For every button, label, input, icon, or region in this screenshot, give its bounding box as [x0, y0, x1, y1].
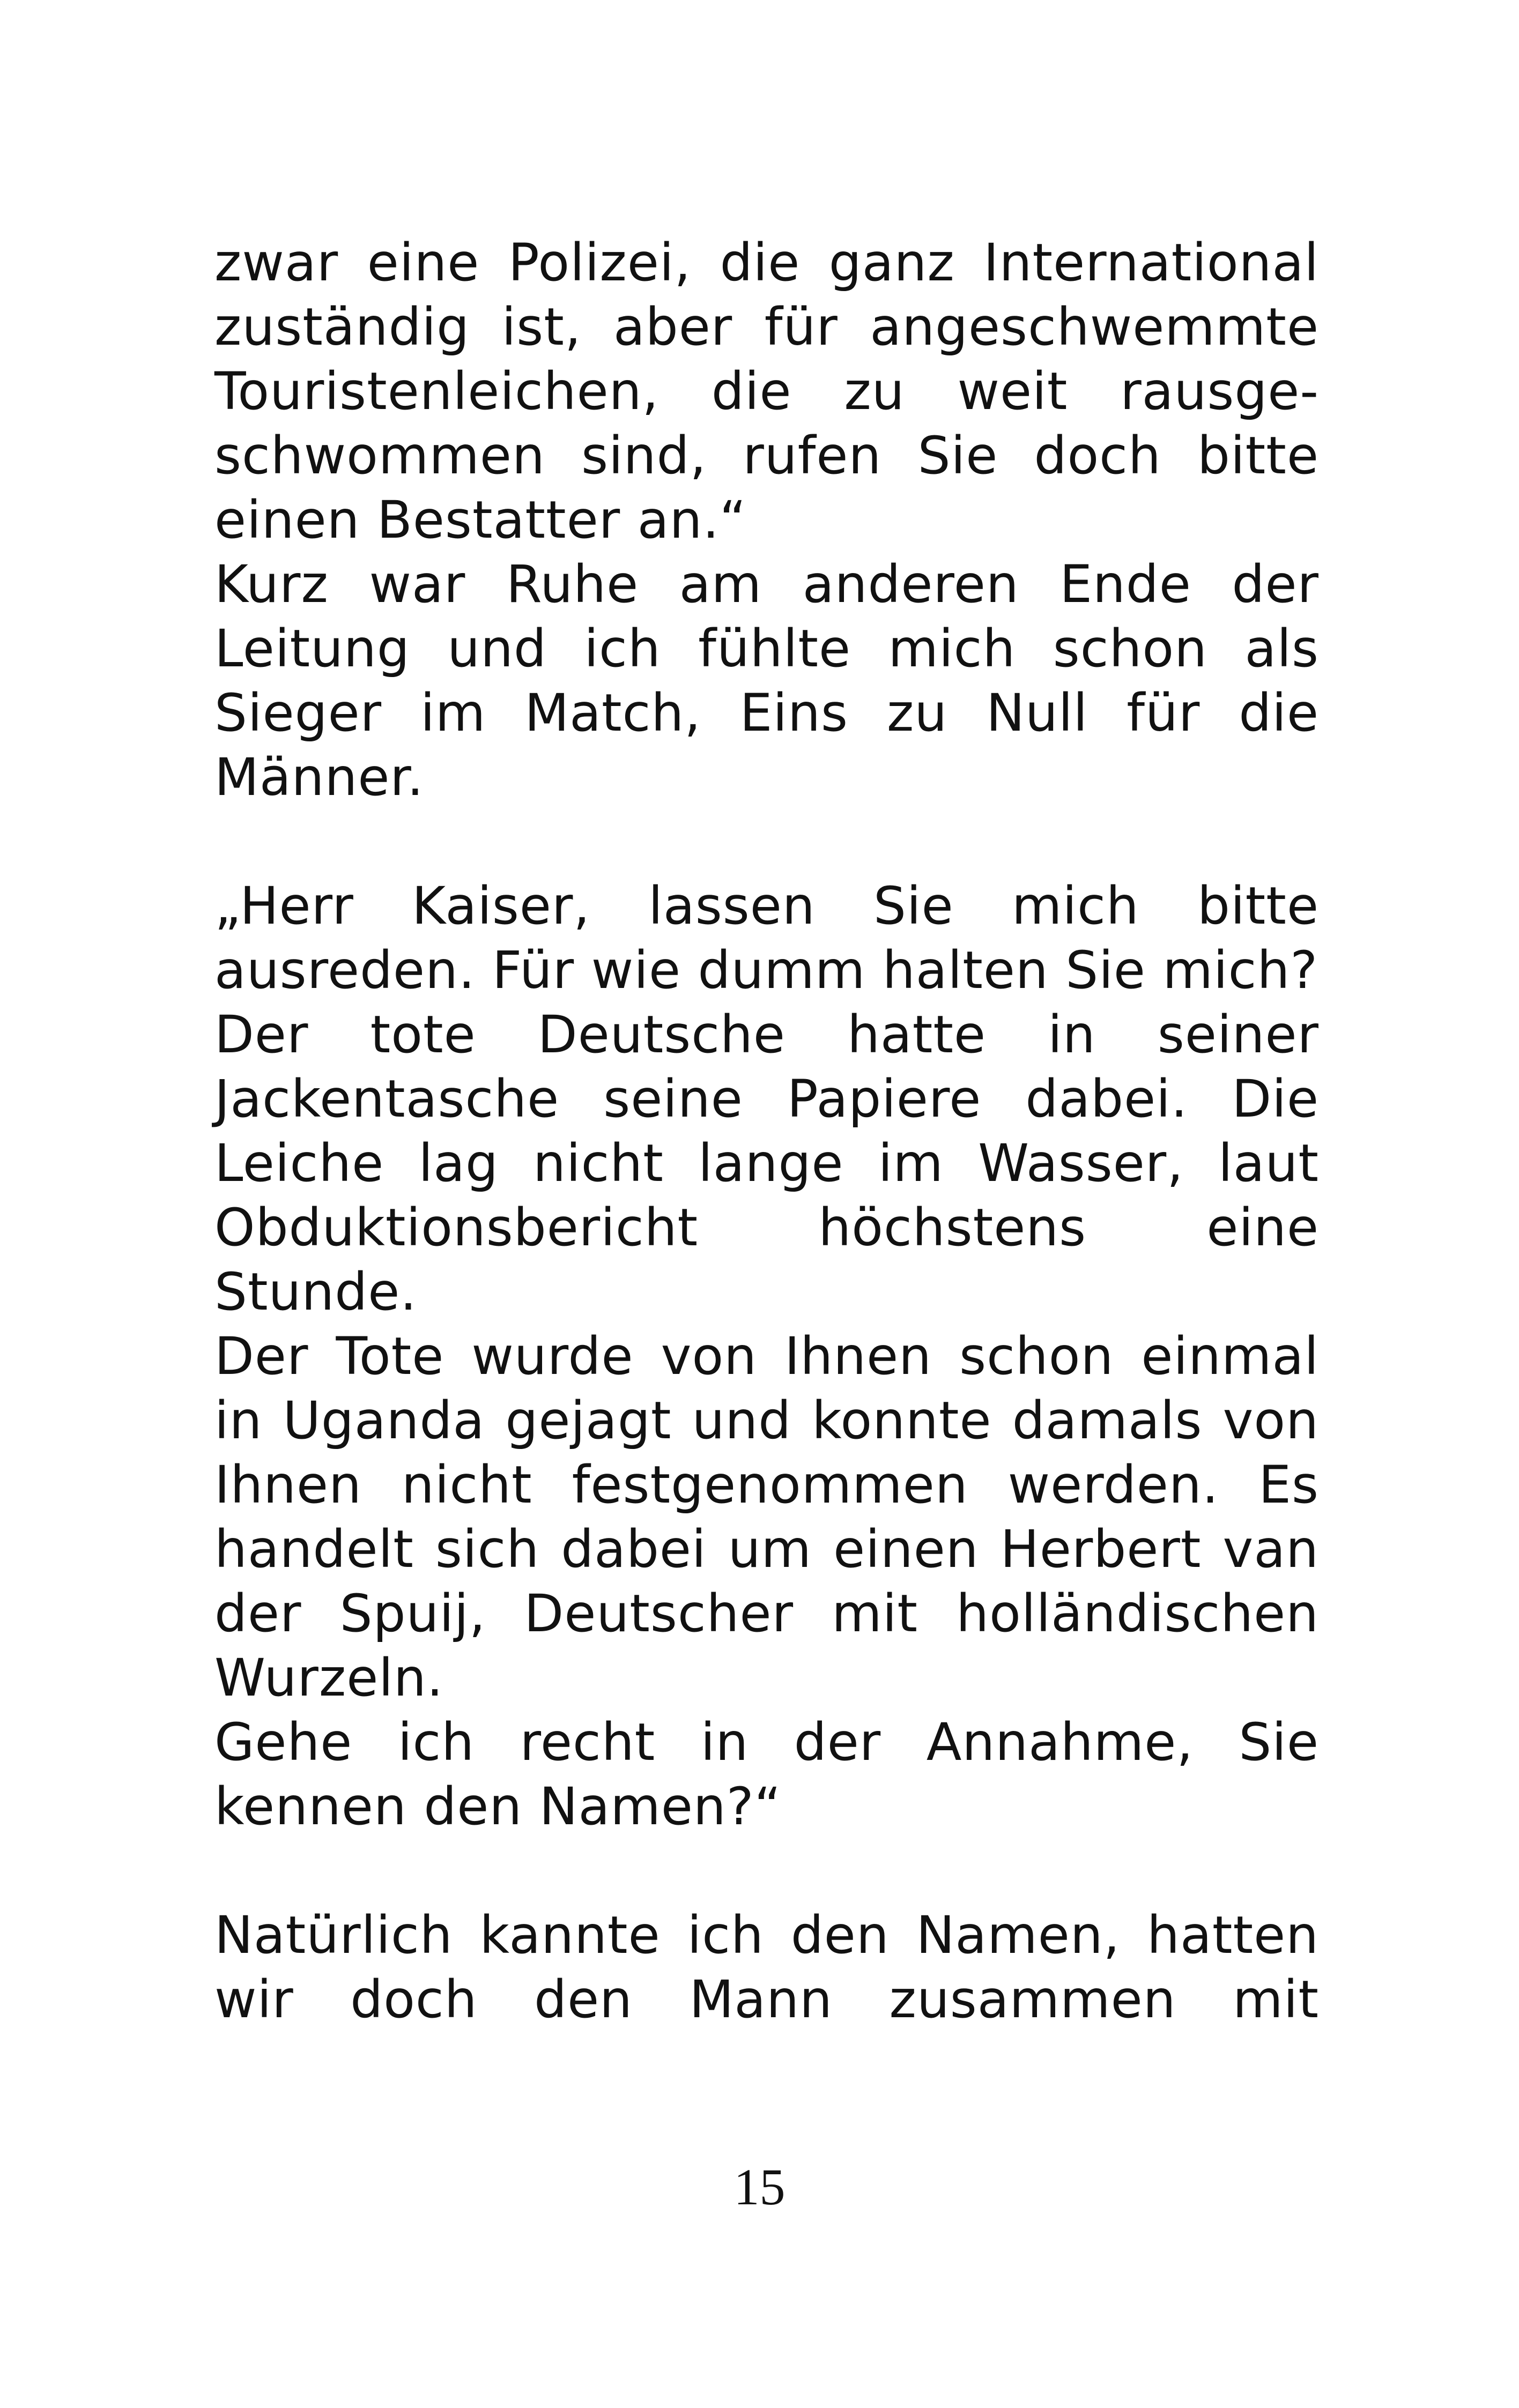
paragraph-1: zwar eine Polizei, die ganz International zuständig ist, aber für angeschwemmte Touristenleichen, die zu weit rausge-schwommen sind, rufen Sie doch bitte einen Bestatter an.“ — [214, 233, 1319, 550]
paragraph-3: „Herr Kaiser, lassen Sie mich bitte ausreden. Für wie dumm halten Sie mich? — [214, 876, 1319, 1000]
paragraph-6: Gehe ich recht in der Annahme, Sie kennen den Namen?“ — [214, 1712, 1319, 1837]
paragraph-2: Kurz war Ruhe am anderen Ende der Leitung und ich fühlte mich schon als Sieger im Match, Eins zu Null für die Männer. — [214, 554, 1319, 807]
paragraph-4: Der tote Deutsche hatte in seiner Jackentasche seine Papiere dabei. Die Leiche lag nicht lange im Wasser, laut Obduktionsbericht höchstens eine Stunde. — [214, 1005, 1319, 1322]
page-number: 15 — [733, 2158, 786, 2216]
paragraph-7: Natürlich kannte ich den Namen, hatten wir doch den Mann zusammen mit — [214, 1905, 1319, 2030]
body-text — [214, 231, 1319, 2032]
paragraph-5: Der Tote wurde von Ihnen schon einmal in Uganda gejagt und konnte damals von Ihnen nicht festgenommen werden. Es handelt sich dabei um einen Herbert van der Spuij, Deutscher mit holländischen Wurzeln. — [214, 1326, 1319, 1708]
